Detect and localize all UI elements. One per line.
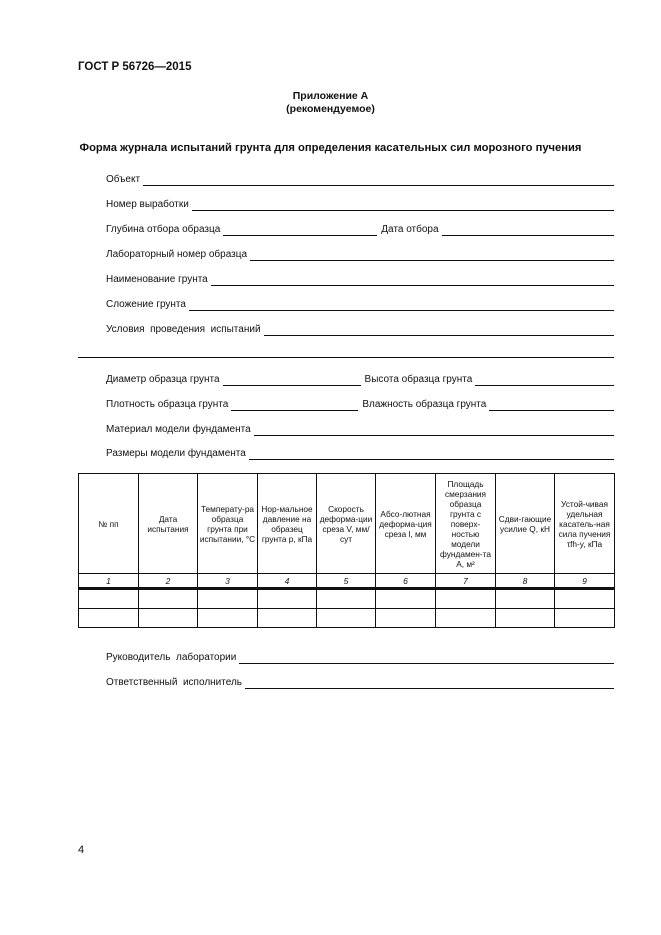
- page-number: 4: [78, 844, 85, 856]
- sample-density-label: Плотность образца грунта: [106, 399, 229, 410]
- model-material-field[interactable]: [106, 422, 614, 436]
- table-cell[interactable]: [376, 609, 436, 628]
- table-cell[interactable]: [79, 589, 139, 609]
- column-number: 7: [436, 574, 496, 589]
- sampling-row: [106, 222, 614, 236]
- model-material-line[interactable]: [254, 424, 614, 436]
- sampling-depth-label: Глубина отбора образца: [106, 224, 221, 235]
- lab-head-label: Руководитель лаборатории: [106, 652, 237, 663]
- diameter-height-row: [106, 372, 614, 386]
- appendix-title: Приложение А: [292, 90, 369, 102]
- test-conditions-label: Условия проведения испытаний: [106, 324, 261, 335]
- sample-height-label: Высота образца грунта: [364, 374, 473, 385]
- column-header: № пп: [79, 474, 139, 574]
- sample-moisture-line[interactable]: [489, 399, 614, 411]
- column-header: Абсо-лютная деформа-ция среза l, мм: [376, 474, 436, 574]
- column-header: Нор-мальное давление на образец грунта p, кПа: [258, 474, 317, 574]
- soil-composition-label: Сложение грунта: [106, 299, 186, 310]
- table-cell[interactable]: [79, 609, 139, 628]
- soil-name-line[interactable]: [211, 274, 614, 286]
- table-header-row: [79, 474, 615, 574]
- soil-name-label: Наименование грунта: [106, 274, 208, 285]
- table-cell[interactable]: [496, 609, 555, 628]
- soil-composition-line[interactable]: [189, 299, 614, 311]
- object-line[interactable]: [143, 174, 614, 186]
- excavation-number-label: Номер выработки: [106, 199, 189, 210]
- executor-label: Ответственный исполнитель: [106, 677, 243, 688]
- column-header: Сдви-гающие усилие Q, кН: [496, 474, 555, 574]
- sample-diameter-label: Диаметр образца грунта: [106, 374, 220, 385]
- sample-diameter-line[interactable]: [223, 374, 361, 386]
- column-header: Дата испытания: [139, 474, 198, 574]
- table-row: [79, 589, 615, 609]
- lab-head-signature[interactable]: [106, 650, 614, 664]
- lab-number-line[interactable]: [250, 249, 614, 261]
- table-cell[interactable]: [198, 609, 258, 628]
- column-header: Температу-ра образца грунта при испытании, °С: [198, 474, 258, 574]
- table-cell[interactable]: [496, 589, 555, 609]
- lab-number-field[interactable]: [106, 247, 614, 261]
- appendix-subtitle: (рекомендуемое): [286, 103, 375, 115]
- table-cell[interactable]: [317, 609, 376, 628]
- sampling-depth-line[interactable]: [223, 224, 377, 236]
- model-dimensions-label: Размеры модели фундамента: [106, 448, 246, 459]
- column-number: 5: [317, 574, 376, 589]
- model-dimensions-line[interactable]: [249, 448, 614, 460]
- column-number: 4: [258, 574, 317, 589]
- sample-height-line[interactable]: [475, 374, 614, 386]
- excavation-number-field[interactable]: [106, 197, 614, 211]
- test-conditions-line[interactable]: [264, 324, 614, 336]
- column-number: 6: [376, 574, 436, 589]
- executor-signature[interactable]: [106, 675, 614, 689]
- column-number: 9: [555, 574, 615, 589]
- table-cell[interactable]: [139, 589, 198, 609]
- form-title: Форма журнала испытаний грунта для определения касательных сил морозного пучения: [79, 142, 582, 154]
- soil-name-field[interactable]: [106, 272, 614, 286]
- table-row: [79, 609, 615, 628]
- sampling-date-line[interactable]: [442, 224, 614, 236]
- executor-line[interactable]: [245, 677, 614, 689]
- table-cell[interactable]: [436, 589, 496, 609]
- table-cell[interactable]: [555, 589, 615, 609]
- table-cell[interactable]: [139, 609, 198, 628]
- object-field[interactable]: [106, 172, 614, 186]
- model-dimensions-field[interactable]: [106, 446, 614, 460]
- column-header: Скорость деформа-ции среза V, мм/сут: [317, 474, 376, 574]
- table-cell[interactable]: [198, 589, 258, 609]
- lab-number-label: Лабораторный номер образца: [106, 249, 248, 260]
- model-material-label: Материал модели фундамента: [106, 424, 251, 435]
- column-header: Площадь смерзания образца грунта с поверх-ностью модели фундамен-та A, м²: [436, 474, 496, 574]
- sampling-date-label: Дата отбора: [381, 224, 439, 235]
- table-cell[interactable]: [436, 609, 496, 628]
- test-journal-table: [78, 473, 615, 628]
- test-conditions-field[interactable]: [106, 322, 614, 336]
- column-number: 8: [496, 574, 555, 589]
- object-label: Объект: [106, 174, 141, 185]
- table-cell[interactable]: [258, 609, 317, 628]
- column-header: Устой-чивая удельная касатель-ная сила пучения τfh-y, кПа: [555, 474, 615, 574]
- continuation-line[interactable]: [78, 357, 614, 358]
- column-number: 3: [198, 574, 258, 589]
- density-moisture-row: [106, 397, 614, 411]
- table-cell[interactable]: [317, 589, 376, 609]
- table-cell[interactable]: [376, 589, 436, 609]
- excavation-number-line[interactable]: [192, 199, 614, 211]
- standard-header: ГОСТ Р 56726—2015: [78, 61, 192, 73]
- table-cell[interactable]: [555, 609, 615, 628]
- sample-moisture-label: Влажность образца грунта: [362, 399, 487, 410]
- column-number-row: [79, 574, 615, 589]
- table-cell[interactable]: [258, 589, 317, 609]
- lab-head-line[interactable]: [239, 652, 614, 664]
- column-number: 2: [139, 574, 198, 589]
- column-number: 1: [79, 574, 139, 589]
- sample-density-line[interactable]: [231, 399, 358, 411]
- soil-composition-field[interactable]: [106, 297, 614, 311]
